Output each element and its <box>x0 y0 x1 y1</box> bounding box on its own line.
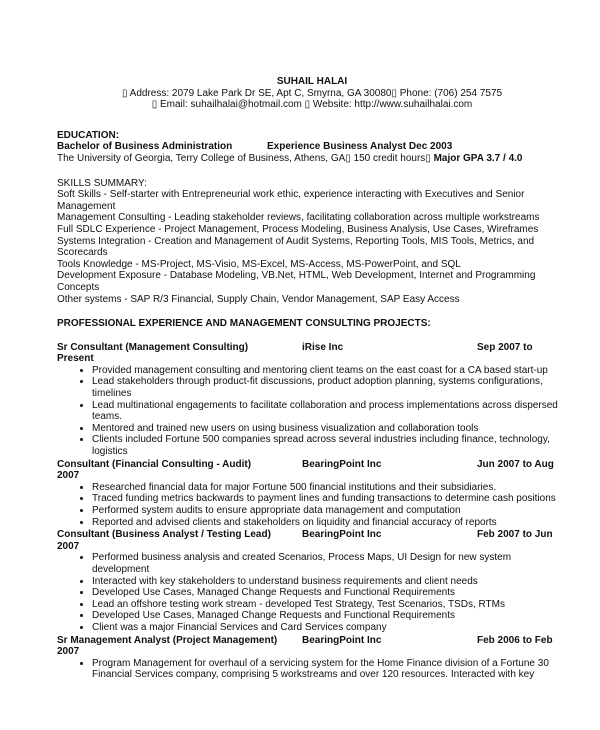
job-bullets <box>57 552 567 633</box>
education-degree-row <box>57 141 567 153</box>
degree-title: Bachelor of Business Administration <box>57 141 233 153</box>
job-header <box>57 459 567 471</box>
job-header <box>57 635 567 647</box>
job-bullet: • Developed Use Cases, Managed Change Requests and Functional Requirements <box>92 610 567 622</box>
school-text: The University of Georgia, Terry College of Business, Athens, GA▯ 150 credit hours▯ <box>57 152 431 164</box>
job-title: Consultant (Business Analyst / Testing Lead) <box>57 529 271 541</box>
job-bullet: • Provided management consulting and mentoring client teams on the east coast for a CA based start-up <box>92 365 567 377</box>
skill-line: Soft Skills - Self-starter with Entrepreneurial work ethic, experience interacting with Executives and Senior Management <box>57 189 525 212</box>
job-bullet: • Developed Use Cases, Managed Change Requests and Functional Requirements <box>92 587 567 599</box>
job-company: BearingPoint Inc <box>302 458 382 470</box>
job-date-continued: 2007 <box>57 470 80 482</box>
job-bullet: • Mentored and trained new users on using business visualization and collaboration tools <box>92 423 567 435</box>
job-company: iRise Inc <box>302 341 344 353</box>
job-date: Feb 2006 to Feb <box>477 634 553 646</box>
skills-heading: SKILLS SUMMARY: <box>57 177 147 189</box>
job-title: Sr Consultant (Management Consulting) <box>57 341 249 353</box>
school-line <box>57 153 567 165</box>
job-bullet: • Lead multinational engagements to facilitate collaboration and process implementations across dispersed teams. <box>92 400 567 423</box>
job-bullet: • Lead an offshore testing work stream - developed Test Strategy, Test Scenarios, TSDs, RTMs <box>92 599 567 611</box>
job-bullet: • Clients included Fortune 500 companies spread across several industries including finance, technology, logistics <box>92 434 567 457</box>
job-bullet: • Interacted with key stakeholders to understand business requirements and client needs <box>92 576 567 588</box>
candidate-name: SUHAIL HALAI <box>276 76 348 87</box>
job-header <box>57 342 567 354</box>
skill-line: Development Exposure - Database Modeling, VB.Net, HTML, Web Development, Internet and Programming Concepts <box>57 270 536 293</box>
job-bullets <box>57 658 567 681</box>
job-bullet: • Client was a major Financial Services and Card Services company <box>92 622 567 634</box>
job-company: BearingPoint Inc <box>302 529 382 541</box>
skills-list <box>57 189 567 305</box>
job-header <box>57 529 567 541</box>
job-bullet: • Traced funding metrics backwards to payment lines and funding transactions to determine cash positions <box>92 493 567 505</box>
contact-line: ▯ Email: suhailhalai@hotmail.com ▯ Website: http://www.suhailhalai.com <box>151 99 473 111</box>
resume-content <box>57 76 567 681</box>
job-title: Sr Management Analyst (Project Management) <box>57 634 278 646</box>
job-bullet: • Performed system audits to ensure appropriate data management and computation <box>92 505 567 517</box>
job-date: Jun 2007 to Aug <box>477 458 554 470</box>
job-date: Sep 2007 to <box>477 341 533 353</box>
gpa-text: Major GPA 3.7 / 4.0 <box>433 152 523 164</box>
job-date-continued: 2007 <box>57 646 80 658</box>
skill-line: Full SDLC Experience - Project Management, Process Modeling, Business Analysis, Use Cases, Wireframes <box>57 223 539 235</box>
experience-title: Experience Business Analyst Dec 2003 <box>267 141 453 153</box>
skill-line: Systems Integration - Creation and Management of Audit Systems, Reporting Tools, MIS Tools, Metrics, and Scorecards <box>57 235 535 259</box>
job-date-continued: 2007 <box>57 540 80 552</box>
skill-line: Tools Knowledge - MS-Project, MS-Visio, MS-Excel, MS-Access, MS-PowerPoint, and SQL <box>57 258 461 270</box>
skill-line: Other systems - SAP R/3 Financial, Supply Chain, Vendor Management, SAP Easy Access <box>57 293 460 305</box>
skill-line: Management Consulting - Leading stakeholder reviews, facilitating collaboration across multiple workstreams <box>57 212 540 224</box>
job-bullet: • Program Management for overhaul of a servicing system for the Home Finance division of a Fortune 30 Financial Services company, comprising 5 workstreams and over 120 resources. Interacted with key <box>92 658 567 681</box>
education-heading: EDUCATION: <box>57 129 120 141</box>
job-bullet: • Researched financial data for major Fortune 500 financial institutions and their subsidiaries. <box>92 482 567 494</box>
job-date-continued: Present <box>57 353 94 365</box>
experience-heading: PROFESSIONAL EXPERIENCE AND MANAGEMENT CONSULTING PROJECTS: <box>57 318 431 330</box>
job-bullet: • Reported and advised clients and stakeholders on liquidity and financial accuracy of reports <box>92 517 567 529</box>
job-bullets <box>57 365 567 458</box>
job-bullet: • Performed business analysis and created Scenarios, Process Maps, UI Design for new system development <box>92 552 567 575</box>
job-title: Consultant (Financial Consulting - Audit) <box>57 458 252 470</box>
job-company: BearingPoint Inc <box>302 634 382 646</box>
address-line: ▯ Address: 2079 Lake Park Dr SE, Apt C, Smyrna, GA 30080▯ Phone: (706) 254 7575 <box>121 87 503 99</box>
job-date: Feb 2007 to Jun <box>477 529 553 541</box>
job-bullets <box>57 482 567 528</box>
job-bullet: • Lead stakeholders through product-fit discussions, product adoption planning, systems configurations, timelines <box>92 376 567 399</box>
